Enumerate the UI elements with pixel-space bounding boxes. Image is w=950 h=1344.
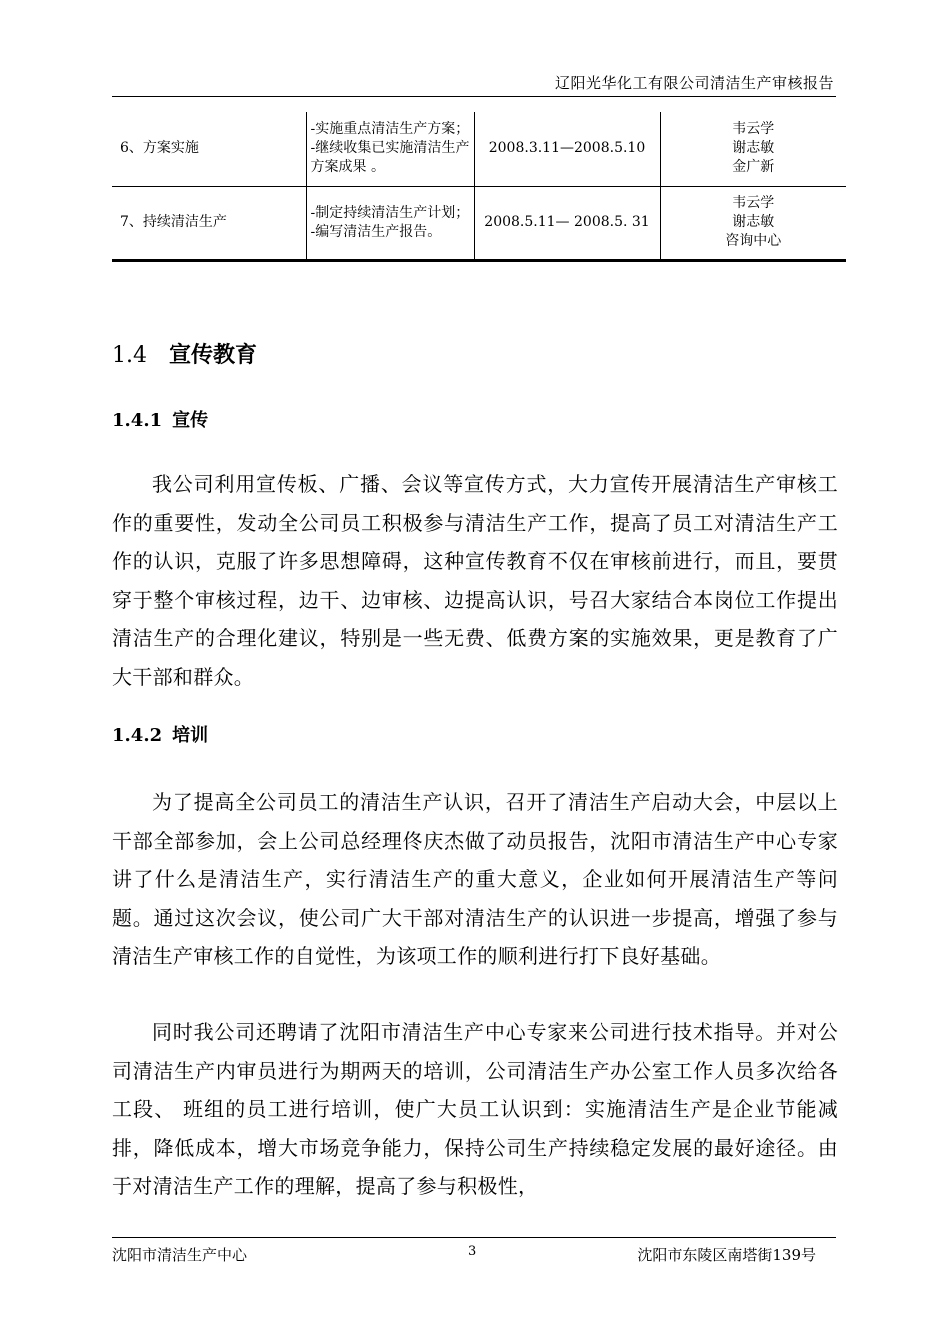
content-line: -继续收集已实施清洁生产方案成果 。 xyxy=(310,140,470,176)
section-title: 宣传教育 xyxy=(169,342,258,368)
period-line: 2008.3.11—2008.5.10 xyxy=(488,140,646,157)
section-heading xyxy=(112,338,257,369)
page-number: 3 xyxy=(468,1244,477,1259)
header-title: 辽阳光华化工有限公司清洁生产审核报告 xyxy=(554,74,834,92)
audit-plan-table xyxy=(112,112,846,262)
subsection-number: 1.4.2 xyxy=(112,725,163,746)
table-cell-period xyxy=(474,186,660,260)
content-line: -实施重点清洁生产方案； xyxy=(310,121,470,138)
subsection-title: 培训 xyxy=(172,725,209,746)
content-line: -制定持续清洁生产计划； xyxy=(310,204,470,221)
subsection-number: 1.4.1 xyxy=(112,410,163,431)
table-cell-period xyxy=(474,112,660,186)
table-cell-step: 7、持续清洁生产 xyxy=(112,186,306,260)
table-cell-people xyxy=(660,186,846,260)
table-cell-people xyxy=(660,112,846,186)
footer-address: 沈阳市东陵区南塔街139号 xyxy=(637,1246,816,1264)
period-line: 2008.5. 31 xyxy=(574,214,650,230)
content-line: -编写清洁生产报告。 xyxy=(310,223,442,240)
person-name: 谢志敏 xyxy=(732,214,775,230)
person-name: 谢志敏 xyxy=(732,140,775,157)
period-line: 2008.5.11— xyxy=(484,214,570,230)
table-row xyxy=(112,186,846,260)
section-number: 1.4 xyxy=(112,343,147,368)
person-name: 金广新 xyxy=(732,159,775,176)
person-name: 韦云学 xyxy=(732,121,775,138)
table-cell-content xyxy=(306,186,474,260)
footer-organization: 沈阳市清洁生产中心 xyxy=(112,1246,248,1264)
subsection-heading-training xyxy=(112,721,208,747)
table-cell-step: 6、方案实施 xyxy=(112,112,306,186)
header-rule xyxy=(112,96,836,97)
subsection-heading-publicity xyxy=(112,406,208,432)
table-row xyxy=(112,112,846,186)
table-cell-content xyxy=(306,112,474,186)
paragraph-training-1: 为了提高全公司员工的清洁生产认识，召开了清洁生产启动大会，中层以上干部全部参加，会上公司总经理佟庆杰做了动员报告，沈阳市清洁生产中心专家讲了什么是清洁生产，实行清洁生产的重大意义，企业如何开展清洁生产等问题。通过这次会议，使公司广大干部对清洁生产的认识进一步提高，增强了参与清洁生产审核工作的自觉性，为该项工作的顺利进行打下良好基础。 xyxy=(112,790,838,968)
paragraph-training-2: 同时我公司还聘请了沈阳市清洁生产中心专家来公司进行技术指导。并对公司清洁生产内审员进行为期两天的培训，公司清洁生产办公室工作人员多次给各工段、 班组的员工进行培训，使广大员工认识到：实施清洁生产是企业节能减排，降低成本，增大市场竞争能力，保持公司生产持续稳定发展的最好途径。由于对清洁生产工作的理解，提高了参与积极性， xyxy=(112,1020,838,1198)
person-name: 咨询中心 xyxy=(725,233,782,249)
person-name: 韦云学 xyxy=(732,195,775,211)
subsection-title: 宣传 xyxy=(172,410,209,431)
paragraph-publicity: 我公司利用宣传板、广播、会议等宣传方式，大力宣传开展清洁生产审核工作的重要性，发动全公司员工积极参与清洁生产工作，提高了员工对清洁生产工作的认识，克服了许多思想障碍，这种宣传教育不仅在审核前进行，而且，要贯穿于整个审核过程，边干、边审核、边提高认识，号召大家结合本岗位工作提出清洁生产的合理化建议，特别是一些无费、低费方案的实施效果，更是教育了广大干部和群众。 xyxy=(112,472,838,689)
footer-rule xyxy=(112,1237,836,1238)
